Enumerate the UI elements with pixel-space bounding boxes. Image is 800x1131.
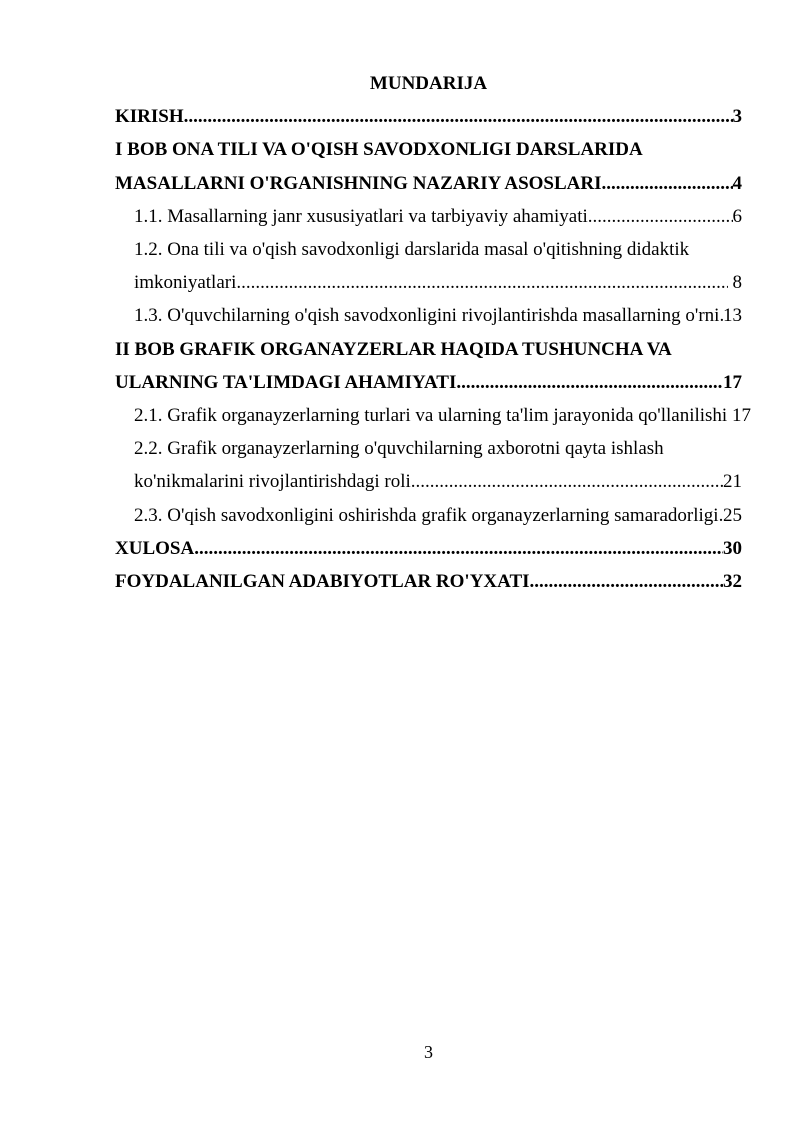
toc-entry-text: MASALLARNI O'RGANISHNING NAZARIY ASOSLARI	[115, 172, 602, 194]
toc-line-xulosa	[115, 532, 742, 565]
table-of-contents	[115, 67, 751, 598]
toc-line-kirish	[115, 100, 742, 133]
toc-page-number: 17	[723, 371, 742, 393]
toc-entry-text: 1.3. O'quvchilarning o'qish savodxonligini rivojlantirishda masallarning o'rni	[134, 305, 720, 327]
toc-line-1-2-part1	[115, 233, 742, 266]
dot-leader	[602, 167, 733, 200]
toc-entry-text: KIRISH	[115, 106, 184, 128]
toc-line-chapter2-part2	[115, 366, 742, 399]
dot-leader	[456, 366, 723, 399]
page-number-footer: 3	[424, 1042, 433, 1062]
toc-page-number: 32	[723, 571, 742, 593]
toc-line-chapter1-part1	[115, 133, 742, 166]
toc-line-2-1	[115, 399, 751, 432]
toc-entry-text: I BOB ONA TILI VA O'QISH SAVODXONLIGI DARSLARIDA	[115, 139, 643, 161]
toc-entry-text: 1.2. Ona tili va o'qish savodxonligi darslarida masal o'qitishning didaktik	[134, 239, 690, 261]
toc-entry-text: FOYDALANILGAN ADABIYOTLAR RO'YXATI	[115, 571, 530, 593]
toc-page-number: 4	[732, 172, 742, 194]
toc-page-number: 13	[723, 305, 742, 327]
toc-entry-text: 1.1. Masallarning janr xususiyatlari va tarbiyaviy ahamiyati	[134, 205, 588, 227]
toc-entry-text: ko'nikmalarini rivojlantirishdagi roli	[134, 471, 411, 493]
toc-page-number: 21	[723, 471, 742, 493]
dot-leader	[194, 532, 723, 565]
toc-line-1-1	[115, 200, 742, 233]
toc-entry-text: imkoniyatlari	[134, 272, 237, 294]
toc-line-chapter2-part1	[115, 333, 742, 366]
toc-line-2-2-part2	[115, 465, 742, 498]
toc-entry-text: ULARNING TA'LIMDAGI AHAMIYATI	[115, 371, 457, 393]
dot-leader	[236, 266, 727, 299]
toc-page-number: 17	[727, 405, 751, 427]
toc-page-number: 6	[732, 205, 742, 227]
toc-entry-text: 2.2. Grafik organayzerlarning o'quvchilarning axborotni qayta ishlash	[134, 438, 664, 460]
toc-line-1-2-part2	[115, 266, 742, 299]
dot-leader	[530, 565, 723, 598]
toc-page-number: 3	[732, 106, 742, 128]
page-title: MUNDARIJA	[369, 73, 488, 94]
toc-line-1-3	[115, 299, 742, 332]
toc-line-2-3	[115, 499, 742, 532]
toc-entry-text: 2.3. O'qish savodxonligini oshirishda grafik organayzerlarning samaradorligi	[134, 504, 719, 526]
toc-entry-text: XULOSA	[115, 537, 195, 559]
dot-leader	[588, 200, 733, 233]
toc-page-number: 30	[723, 537, 742, 559]
dot-leader	[411, 465, 723, 498]
toc-page-number: 8	[727, 272, 742, 294]
toc-line-2-2-part1	[115, 432, 742, 465]
toc-entry-text: 2.1. Grafik organayzerlarning turlari va ularning ta'lim jarayonida qo'llanilishi	[134, 405, 728, 427]
dot-leader	[184, 100, 733, 133]
toc-page-number: 25	[723, 504, 742, 526]
toc-line-adabiyotlar	[115, 565, 742, 598]
toc-entry-text: II BOB GRAFIK ORGANAYZERLAR HAQIDA TUSHUNCHA VA	[115, 338, 672, 360]
toc-line-chapter1-part2	[115, 167, 742, 200]
